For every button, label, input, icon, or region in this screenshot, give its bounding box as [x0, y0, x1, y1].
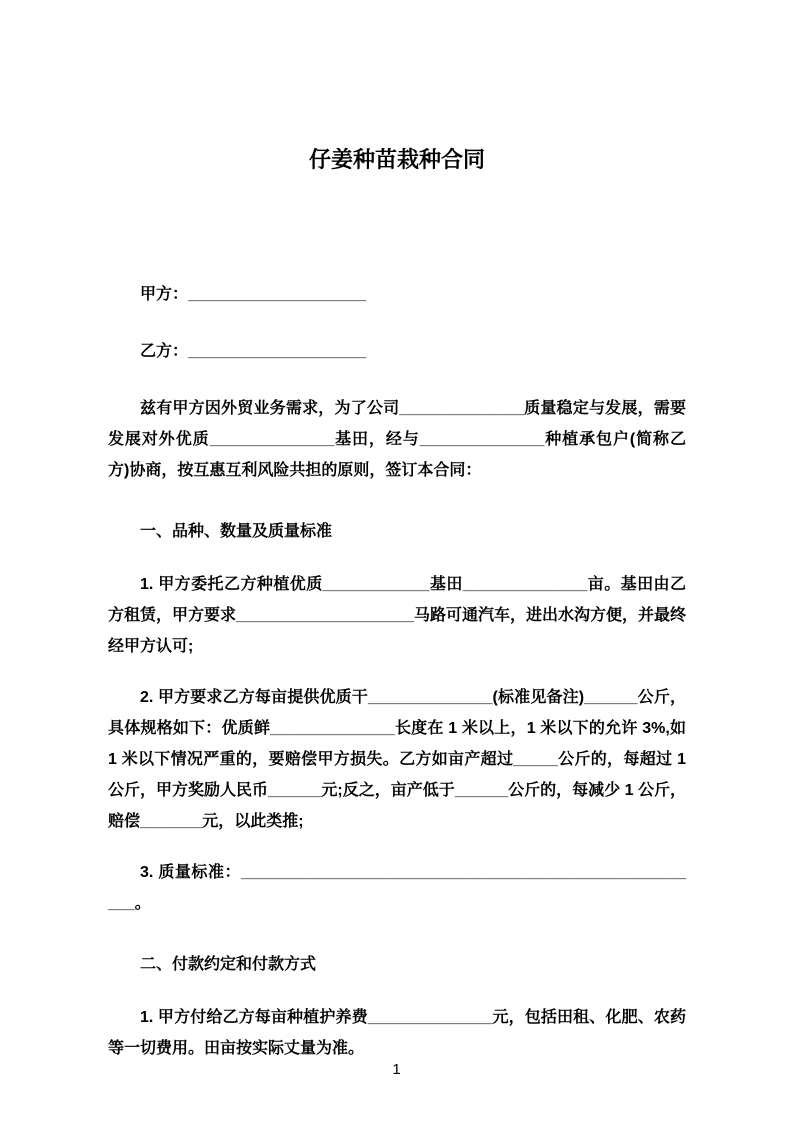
- party-b-line: 乙方：____________________: [140, 343, 366, 360]
- section-2-heading: 二、付款约定和付款方式: [140, 956, 317, 973]
- page-number: 1: [392, 1061, 401, 1078]
- party-a-line: 甲方：____________________: [140, 286, 366, 303]
- section-2-item-1: 1. 甲方付给乙方每亩种植护养费______________元，包括田租、化肥、农药等一切费用。田亩按实际丈量为准。: [108, 1009, 686, 1057]
- document-title: 仔姜种苗栽种合同: [308, 147, 485, 172]
- section-1-item-2: 2. 甲方要求乙方每亩提供优质干______________(标准见备注)______公斤，具体规格如下：优质鲜______________长度在 1 米以上，1 米以下的允许 3%,如 1 米以下情况严重的，要赔偿甲方损失。乙方如亩产超过_____公斤的，每超过 1 公斤，甲方奖励人民币______元;反之，亩产低于______公斤的，每减少 1 公斤，赔偿_______元，以此类推;: [108, 689, 686, 830]
- section-1-heading: 一、品种、数量及质量标准: [140, 523, 333, 540]
- section-1-item-1: 1. 甲方委托乙方种植优质____________基田______________亩。基田由乙方租赁，甲方要求____________________马路可通汽车，进出水沟方便，并最终经甲方认可;: [108, 576, 686, 655]
- section-1-item-3: 3. 质量标准：_____________________________________________________。: [108, 864, 686, 912]
- intro-paragraph: 兹有甲方因外贸业务需求，为了公司______________质量稳定与发展，需要发展对外优质______________基田，经与______________种植承包户(简称乙方)协商，按互惠互利风险共担的原则，签订本合同：: [108, 400, 686, 479]
